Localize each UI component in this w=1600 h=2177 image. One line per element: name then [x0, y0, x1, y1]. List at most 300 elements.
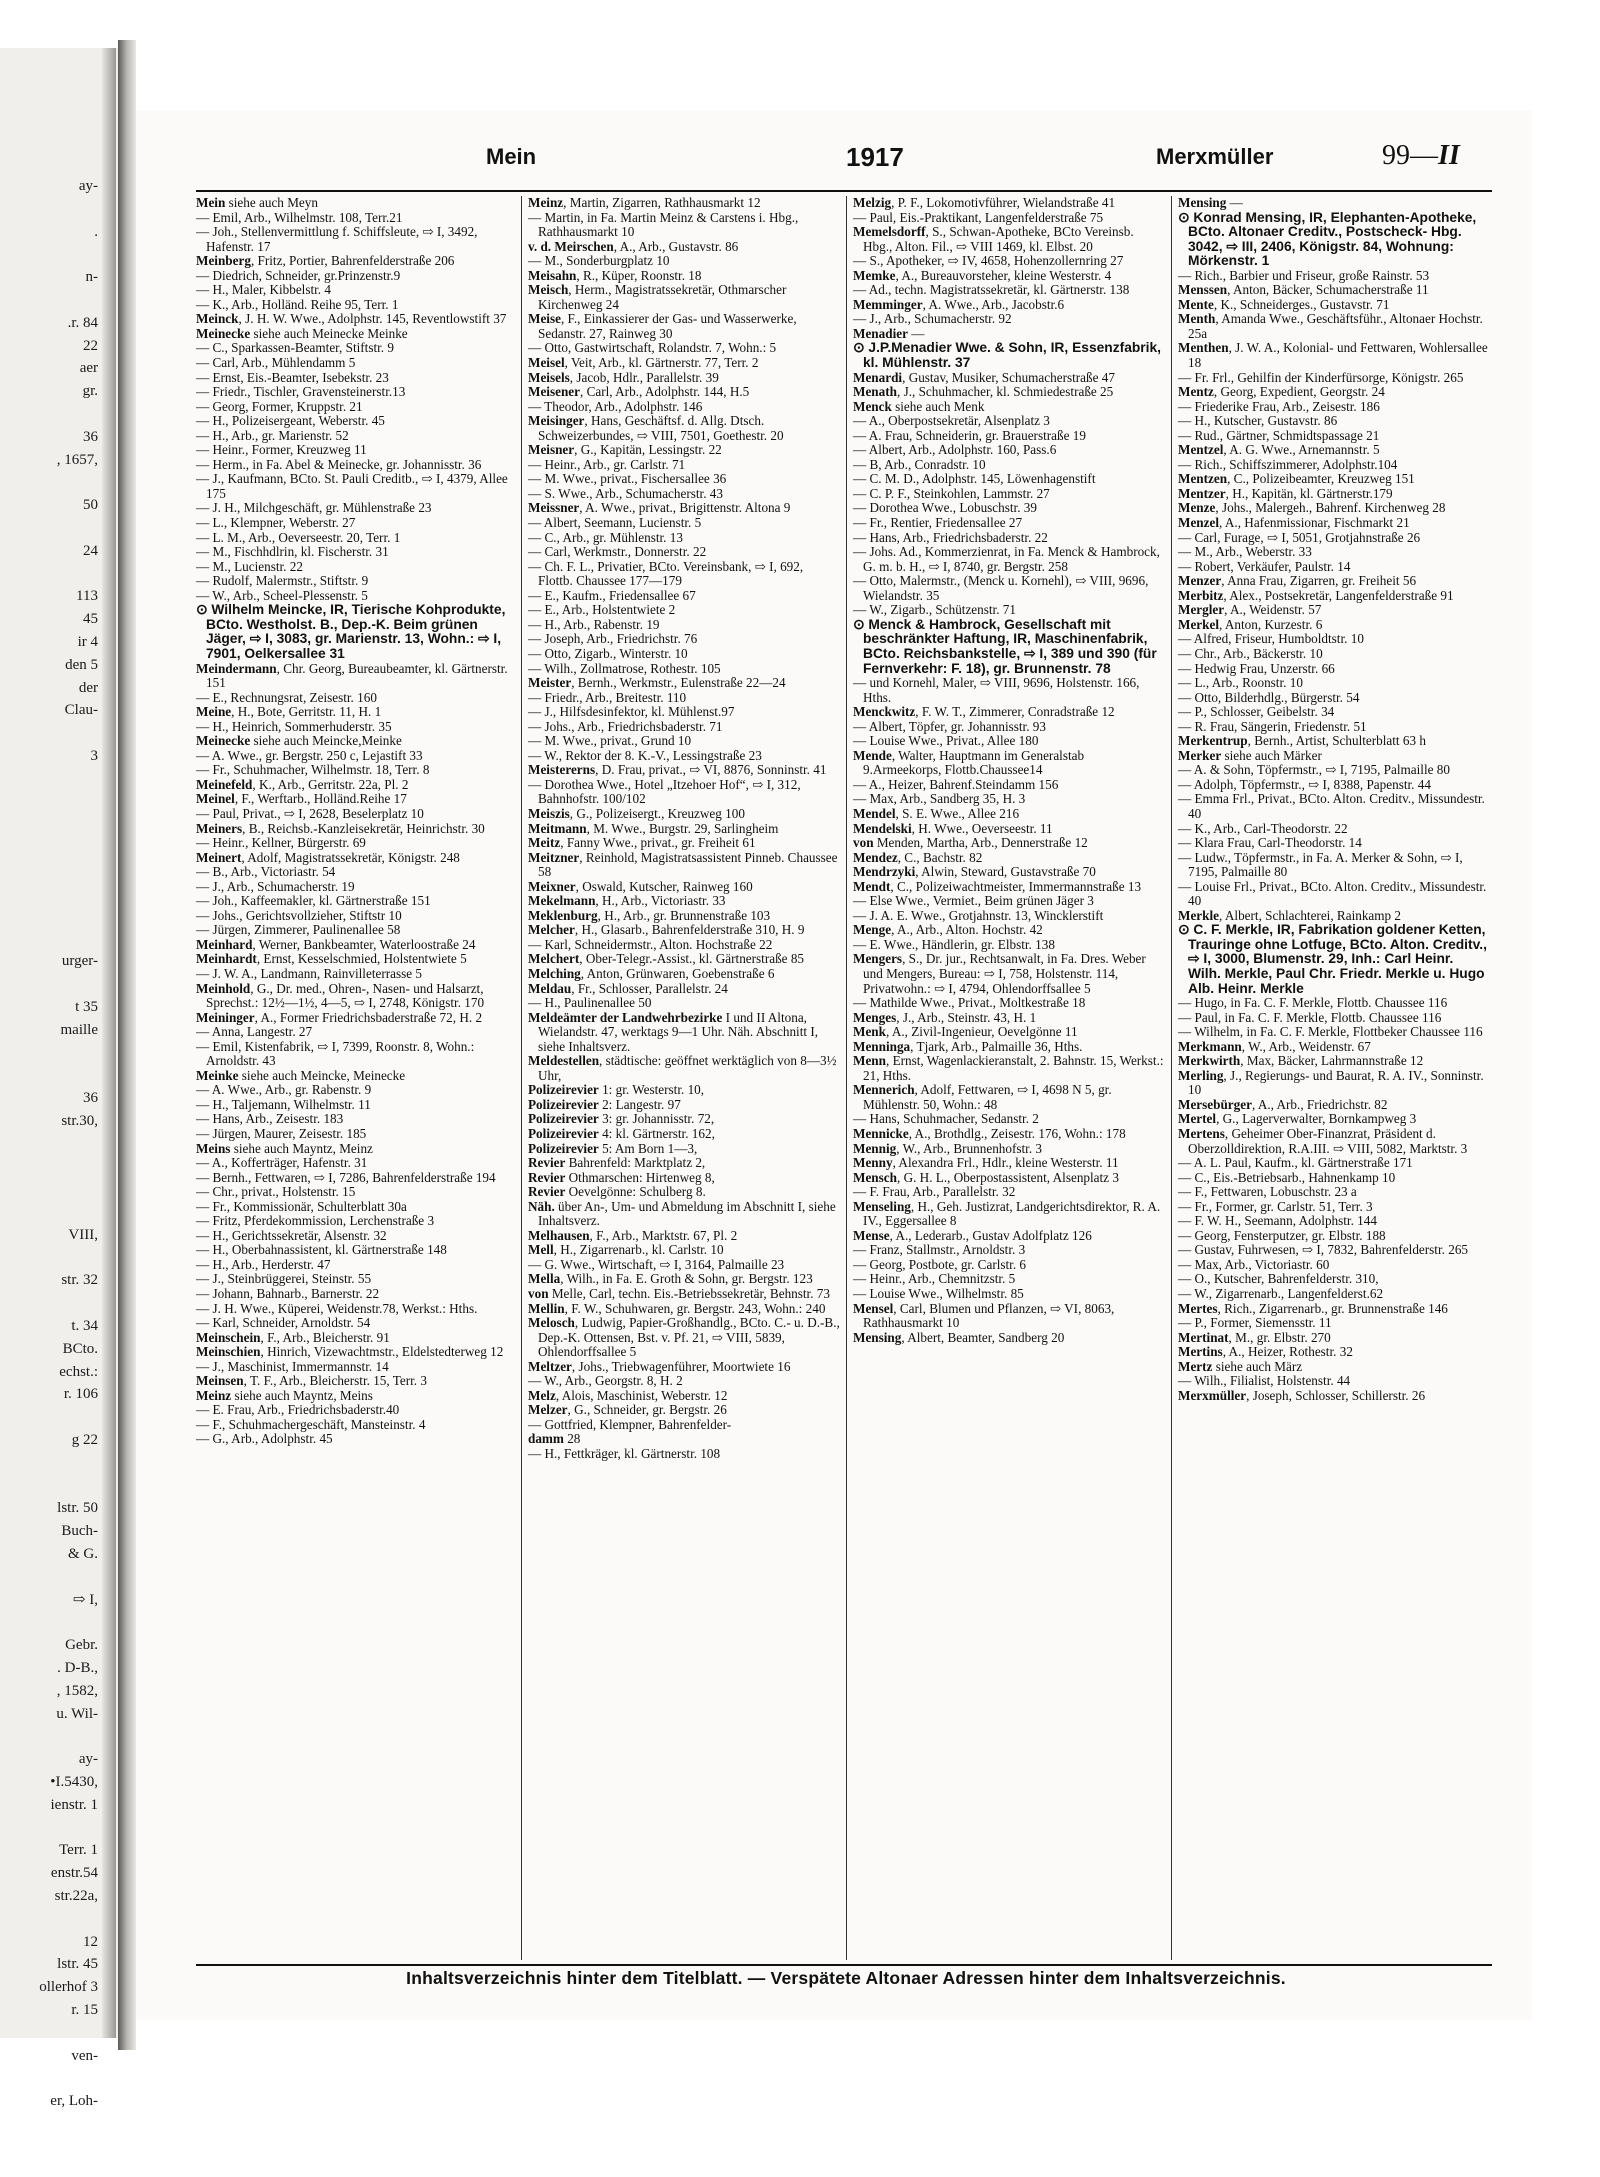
directory-entry: — H., Oberbahnassistent, kl. Gärtnerstraße 148: [196, 1242, 447, 1258]
directory-entry: Mertes, Rich., Zigarrenarb., gr. Brunnenstraße 146: [1178, 1300, 1448, 1316]
directory-entry: Merkmann, W., Arb., Weidenstr. 67: [1178, 1038, 1371, 1054]
directory-entry: — Gottfried, Klempner, Bahrenfelder-: [528, 1416, 732, 1432]
directory-entry: — M., Sonderburgplatz 10: [528, 253, 670, 269]
directory-entry: — H., Heinrich, Sommerhuderstr. 35: [196, 718, 392, 734]
directory-entry: Menk, A., Zivil-Ingenieur, Oevelgönne 11: [853, 1024, 1078, 1040]
directory-entry: — Martin, in Fa. Martin Meinz & Carstens i. Hbg., Rathhausmarkt 10: [528, 209, 799, 240]
directory-entry: Melcher, H., Glasarb., Bahrenfelderstraße 310, H. 9: [528, 922, 805, 938]
directory-entry: Meisner, G., Kapitän, Lessingstr. 22: [528, 442, 722, 458]
adjacent-page-fragment-line: enstr.54: [50, 1865, 98, 1882]
directory-entry: Menzer, Anna Frau, Zigarren, gr. Freiheit 56: [1178, 573, 1417, 589]
directory-entry: Meinz siehe auch Mayntz, Meins: [196, 1387, 373, 1403]
directory-entry: — M., Arb., Weberstr. 33: [1178, 544, 1312, 560]
directory-entry: Meinberg, Fritz, Portier, Bahrenfelderstraße 206: [196, 253, 455, 269]
directory-entry: Meinecke siehe auch Meincke,Meinke: [196, 733, 402, 749]
adjacent-page-fragment-line: BCto.: [62, 1340, 98, 1357]
directory-entry: Meinsen, T. F., Arb., Bleicherstr. 15, Terr. 3: [196, 1373, 427, 1389]
directory-entry: Menath, J., Schuhmacher, kl. Schmiedestraße 25: [853, 384, 1114, 400]
page-edge-shadow: [102, 48, 116, 2038]
directory-entry: — P., Former, Siemensstr. 11: [1178, 1315, 1332, 1331]
directory-entry: Merling, J., Regierungs- und Baurat, R. A. IV., Sonninstr. 10: [1178, 1067, 1484, 1098]
directory-entry: — A. L. Paul, Kaufm., kl. Gärtnerstraße 171: [1178, 1155, 1413, 1171]
directory-entry: Mennig, W., Arb., Brunnenhofstr. 3: [853, 1140, 1043, 1156]
directory-entry: — B., Arb., Victoriastr. 54: [196, 864, 336, 880]
directory-entry: Meldeämter der Landwehrbezirke I und II Altona, Wielandstr. 47, werktags 9—1 Uhr. Näh. Abschnitt I, siehe Inhaltsverz.: [528, 1009, 819, 1054]
directory-entry: ⊙ Wilhelm Meincke, IR, Tierische Kohprodukte, BCto. Westholst. B., Dep.-K. Beim grünen Jäger, ⇨ I, 3083, gr. Marienstr. 13, Wohn.: ⇨ I, 7901, Oelkersallee 31: [196, 602, 506, 661]
directory-entry: — Hedwig Frau, Unzerstr. 66: [1178, 660, 1335, 676]
directory-entry: — Jürgen, Zimmerer, Paulinenallee 58: [196, 922, 401, 938]
directory-entry: — Max, Arb., Victoriastr. 60: [1178, 1256, 1330, 1272]
directory-entry: — J., Kaufmann, BCto. St. Pauli Creditb., ⇨ I, 4379, Allee 175: [196, 471, 508, 501]
adjacent-page-fragment-line: 45: [83, 611, 98, 628]
directory-entry: — L., Arb., Roonstr. 10: [1178, 675, 1303, 691]
directory-entry: — Heinr., Arb., Chemnitzstr. 5: [853, 1271, 1016, 1287]
directory-entry: — A. Frau, Schneiderin, gr. Brauerstraße 19: [853, 427, 1086, 443]
directory-entry: — Bernh., Fettwaren, ⇨ I, 7286, Bahrenfelderstraße 194: [196, 1169, 496, 1185]
directory-entry: Mellin, F. W., Schuhwaren, gr. Bergstr. 243, Wohn.: 240: [528, 1300, 826, 1316]
directory-entry: Menn, Ernst, Wagenlackieranstalt, 2. Bahnstr. 15, Werkst.: 21, Hths.: [853, 1053, 1164, 1083]
directory-entry: Melching, Anton, Grünwaren, Goebenstraße 6: [528, 965, 775, 981]
directory-entry: — W., Zigarb., Schützenstr. 71: [853, 602, 1016, 618]
directory-entry: Melzer, G., Schneider, gr. Bergstr. 26: [528, 1402, 727, 1418]
directory-entry: Meinschein, F., Arb., Bleicherstr. 91: [196, 1329, 390, 1345]
directory-entry: — A., Heizer, Bahrenf.Steindamm 156: [853, 776, 1059, 792]
directory-entry: Memminger, A. Wwe., Arb., Jacobstr.6: [853, 296, 1065, 312]
adjacent-page-fragment-line: aer: [79, 360, 98, 377]
adjacent-page-fragment-line: echst.:: [59, 1363, 98, 1380]
directory-entry: — C. P. F., Steinkohlen, Lammstr. 27: [853, 485, 1050, 501]
directory-entry: Polizeirevier 1: gr. Westerstr. 10,: [528, 1082, 705, 1098]
header-first-entry: Mein: [486, 144, 537, 169]
directory-entry: — Fritz, Pferdekommission, Lerchenstraße 3: [196, 1213, 435, 1229]
directory-entry: — Diedrich, Schneider, gr.Prinzenstr.9: [196, 267, 401, 283]
directory-entry: Merkentrup, Bernh., Artist, Schulterblatt 63 h: [1178, 733, 1426, 749]
adjacent-page-fragment: [0, 48, 121, 2110]
directory-entry: Merkel, Anton, Kurzestr. 6: [1178, 616, 1323, 632]
directory-entry: — H., Maler, Kibbelstr. 4: [196, 282, 331, 298]
directory-entry: Polizeirevier 2: Langestr. 97: [528, 1096, 681, 1112]
directory-entry: — H., Paulinenallee 50: [528, 995, 652, 1011]
directory-entry: Mense, A., Lederarb., Gustav Adolfplatz 126: [853, 1227, 1092, 1243]
book-spine: [118, 40, 136, 2050]
directory-entry: — J., Maschinist, Immermannstr. 14: [196, 1358, 389, 1374]
directory-entry: — Mathilde Wwe., Privat., Moltkestraße 18: [853, 995, 1086, 1011]
directory-entry: Mersebürger, A., Arb., Friedrichstr. 82: [1178, 1096, 1388, 1112]
directory-entry: Menth, Amanda Wwe., Geschäftsführ., Altonaer Hochstr. 25a: [1178, 311, 1483, 341]
directory-entry: Mertel, G., Lagerverwalter, Bornkampweg 3: [1178, 1111, 1417, 1127]
adjacent-page-fragment-line: u. Wil-: [56, 1705, 98, 1722]
footer-note: Inhaltsverzeichnis hinter dem Titelblatt. — Verspätete Altonaer Adressen hinter dem Inhaltsverzeichnis.: [406, 1968, 1286, 1988]
column-3: [846, 196, 1171, 1960]
directory-entry: ⊙ C. F. Merkle, IR, Fabrikation goldener Ketten, Trauringe ohne Lotfuge, BCto. Alton. Creditv., ⇨ I, 3000, Blumenstr. 29, Inh.: Carl Heinr. Wilh. Merkle, Paul Chr. Friedr. Merkle u. Hugo Alb. Heinr. Merkle: [1178, 922, 1487, 996]
directory-entry: — C., Arb., gr. Mühlenstr. 13: [528, 529, 683, 545]
directory-entry: Mendt, C., Polizeiwachtmeister, Immermannstraße 13: [853, 878, 1142, 894]
directory-entry: — Fr. Frl., Gehilfin der Kinderfürsorge, Königstr. 265: [1178, 369, 1464, 385]
directory-entry: Mensel, Carl, Blumen und Pflanzen, ⇨ VI, 8063, Rathhausmarkt 10: [853, 1300, 1115, 1331]
directory-entry: — Otto, Malermstr., (Menck u. Kornehl), ⇨ VIII, 9696, Wielandstr. 35: [853, 573, 1149, 603]
directory-entry: — Wilh., Zollmatrose, Rothestr. 105: [528, 660, 721, 676]
directory-entry: — Joh., Kaffeemakler, kl. Gärtnerstraße 151: [196, 893, 431, 909]
directory-entry: — Friedr., Tischler, Gravensteinerstr.13: [196, 384, 406, 400]
directory-entry: Meinefeld, K., Arb., Gerritstr. 22a, Pl. 2: [196, 776, 409, 792]
directory-entry: — und Kornehl, Maler, ⇨ VIII, 9696, Holstenstr. 166, Hths.: [853, 675, 1140, 705]
directory-entry: Revier Bahrenfeld: Marktplatz 2,: [528, 1155, 706, 1171]
directory-entry: — Dorothea Wwe., Hotel „Itzehoer Hof“, ⇨ I, 312, Bahnhofstr. 100/102: [528, 776, 801, 807]
directory-entry: Mendez, C., Bachstr. 82: [853, 849, 983, 865]
adjacent-page-fragment-line: , 1657,: [56, 451, 98, 468]
directory-entry: Mennerich, Adolf, Fettwaren, ⇨ I, 4698 N 5, gr. Mühlenstr. 50, Wohn.: 48: [853, 1082, 1112, 1112]
directory-entry: Mentzen, C., Polizeibeamter, Kreuzweg 151: [1178, 471, 1415, 487]
directory-entry: — J. W. A., Landmann, Rainvilleterrasse 5: [196, 965, 422, 981]
directory-entry: — Hugo, in Fa. C. F. Merkle, Flottb. Chaussee 116: [1178, 995, 1448, 1011]
adjacent-page-fragment-line: . D-B.,: [57, 1660, 98, 1676]
directory-entry: — Johann, Bahnarb., Barnerstr. 22: [196, 1286, 380, 1302]
directory-entry: — F. Frau, Arb., Parallelstr. 32: [853, 1184, 1016, 1200]
directory-columns: [196, 196, 1496, 1960]
directory-entry: Melzig, P. F., Lokomotivführer, Wielandstraße 41: [853, 195, 1116, 210]
directory-entry: — Otto, Bilderhdlg., Bürgerstr. 54: [1178, 689, 1360, 705]
directory-entry: — Franz, Stallmstr., Arnoldstr. 3: [853, 1242, 1026, 1258]
directory-entry: Menninga, Tjark, Arb., Palmaille 36, Hths.: [853, 1038, 1083, 1054]
directory-entry: Meisch, Herm., Magistratssekretär, Othmarscher Kirchenweg 24: [528, 282, 787, 312]
directory-entry: Menckwitz, F. W. T., Zimmerer, Conradstraße 12: [853, 704, 1115, 720]
directory-entry: — F., Schuhmachergeschäft, Mansteinstr. 4: [196, 1416, 426, 1432]
adjacent-page-fragment-line: ven-: [71, 2047, 98, 2064]
directory-entry: — E., Arb., Holstentwiete 2: [528, 602, 676, 618]
directory-entry: — A. Wwe., gr. Bergstr. 250 c, Lejastift 33: [196, 747, 423, 763]
adjacent-page-fragment-line: ienstr. 1: [50, 1796, 98, 1813]
directory-entry: Meklenburg, H., Arb., gr. Brunnenstraße 103: [528, 907, 771, 923]
directory-entry: Meinschien, Hinrich, Vizewachtmstr., Eldelstedterweg 12: [196, 1344, 504, 1360]
directory-entry: — J. H. Wwe., Küperei, Weidenstr.78, Werkst.: Hths.: [196, 1300, 478, 1316]
directory-entry: Meinz, Martin, Zigarren, Rathhausmarkt 12: [528, 195, 761, 210]
directory-entry: Merkwirth, Max, Bäcker, Lahrmannstraße 12: [1178, 1053, 1424, 1069]
directory-entry: Meine, H., Bote, Gerritstr. 11, H. 1: [196, 704, 382, 720]
directory-entry: — G. Wwe., Wirtschaft, ⇨ I, 3164, Palmaille 23: [528, 1256, 785, 1272]
adjacent-page-fragment-line: str.22a,: [54, 1888, 98, 1904]
directory-entry: Menze, Johs., Malergeh., Bahrenf. Kirchenweg 28: [1178, 500, 1446, 516]
directory-entry: — E., Rechnungsrat, Zeisestr. 160: [196, 689, 377, 705]
directory-entry: Mendrzyki, Alwin, Steward, Gustavstraße 70: [853, 864, 1096, 880]
directory-entry: Menthen, J. W. A., Kolonial- und Fettwaren, Wohlersallee 18: [1178, 340, 1488, 371]
directory-entry: — H., Kutscher, Gustavstr. 86: [1178, 413, 1338, 429]
adjacent-page-fragment-line: g 22: [71, 1432, 98, 1448]
directory-entry: — Anna, Langestr. 27: [196, 1024, 313, 1040]
directory-entry: Polizeirevier 4: kl. Gärtnerstr. 162,: [528, 1126, 715, 1141]
directory-entry: — Robert, Verkäufer, Paulstr. 14: [1178, 558, 1351, 574]
adjacent-page-fragment-line: r. 106: [63, 1386, 98, 1403]
directory-entry: Menssen, Anton, Bäcker, Schumacherstraße 11: [1178, 282, 1429, 298]
directory-entry: — Carl, Arb., Mühlendamm 5: [196, 355, 356, 371]
directory-entry: — Albert, Seemann, Lucienstr. 5: [528, 515, 702, 531]
footer-rule: [196, 1964, 1492, 1966]
directory-entry: — Joseph, Arb., Friedrichstr. 76: [528, 631, 698, 647]
directory-entry: Meindermann, Chr. Georg, Bureaubeamter, kl. Gärtnerstr. 151: [196, 660, 508, 691]
directory-entry: Meise, F., Einkassierer der Gas- und Wasserwerke, Sedanstr. 27, Rainweg 30: [528, 311, 797, 341]
directory-entry: — G., Arb., Adolphstr. 45: [196, 1431, 333, 1447]
directory-entry: Polizeirevier 5: Am Born 1—3,: [528, 1140, 698, 1156]
directory-entry: Menseling, H., Geh. Justizrat, Landgerichtsdirektor, R. A. IV., Eggersallee 8: [853, 1198, 1161, 1229]
directory-entry: Merker siehe auch Märker: [1178, 747, 1322, 763]
directory-entry: — Ludw., Töpfermstr., in Fa. A. Merker & Sohn, ⇨ I, 7195, Palmaille 80: [1178, 849, 1463, 880]
directory-entry: — Joh., Stellenvermittlung f. Schiffsleute, ⇨ I, 3492, Hafenstr. 17: [196, 224, 478, 254]
directory-entry: Merkle, Albert, Schlachterei, Rainkamp 2: [1178, 907, 1402, 923]
adjacent-page-fragment-line: 50: [83, 497, 98, 514]
directory-entry: Mensing —: [1178, 195, 1243, 210]
directory-entry: Menardi, Gustav, Musiker, Schumacherstraße 47: [853, 369, 1115, 385]
adjacent-page-fragment-line: Clau-: [64, 702, 98, 719]
directory-entry: Merxmüller, Joseph, Schlosser, Schillerstr. 26: [1178, 1387, 1426, 1403]
directory-entry: Mengers, S., Dr. jur., Rechtsanwalt, in Fa. Dres. Weber und Mengers, Bureau: ⇨ I, 758, Holstenstr. 114, Privatwohn.: ⇨ I, 4794, Ohlendorffsallee 5: [853, 951, 1146, 996]
section-number: II: [1438, 140, 1460, 171]
directory-entry: Menck siehe auch Menk: [853, 398, 985, 414]
directory-entry: — J., Hilfsdesinfektor, kl. Mühlenst.97: [528, 704, 735, 720]
directory-entry: — Georg, Former, Kruppstr. 21: [196, 398, 363, 414]
directory-entry: — J., Arb., Schumacherstr. 19: [196, 878, 355, 894]
directory-entry: Meiners, B., Reichsb.-Kanzleisekretär, Heinrichstr. 30: [196, 820, 485, 836]
directory-entry: — H., Fettkräger, kl. Gärtnerstr. 108: [528, 1446, 721, 1462]
directory-entry: Mente, K., Schneiderges., Gustavstr. 71: [1178, 296, 1390, 312]
directory-entry: Meinel, F., Werftarb., Holländ.Reihe 17: [196, 791, 407, 807]
directory-entry: — W., Rektor der 8. K.-V., Lessingstraße 23: [528, 747, 762, 763]
adjacent-page-fragment-line: 12: [83, 1933, 98, 1950]
directory-entry: — Georg, Postbote, gr. Carlstr. 6: [853, 1256, 1027, 1272]
directory-entry: — Emil, Kistenfabrik, ⇨ I, 7399, Roonstr. 8, Wohn.: Arnoldstr. 43: [196, 1038, 475, 1069]
directory-entry: — Hans, Schuhmacher, Sedanstr. 2: [853, 1111, 1039, 1127]
column-4: [1171, 196, 1496, 1960]
directory-entry: Mensch, G. H. L., Oberpostassistent, Alsenplatz 3: [853, 1169, 1119, 1185]
directory-entry: — Rich., Schiffszimmerer, Adolphstr.104: [1178, 456, 1398, 472]
adjacent-page-fragment-line: str.30,: [61, 1112, 98, 1129]
directory-entry: Revier Othmarschen: Hirtenweg 8,: [528, 1169, 715, 1185]
directory-entry: — Adolph, Töpfermstr., ⇨ I, 8388, Papenstr. 44: [1178, 776, 1431, 792]
directory-entry: Revier Oevelgönne: Schulberg 8.: [528, 1184, 706, 1200]
directory-entry: — K., Arb., Holländ. Reihe 95, Terr. 1: [196, 296, 399, 312]
directory-entry: — Georg, Fensterputzer, gr. Elbstr. 188: [1178, 1227, 1386, 1243]
directory-entry: — J., Arb., Schumacherstr. 92: [853, 311, 1012, 327]
directory-entry: Meixner, Oswald, Kutscher, Rainweg 160: [528, 878, 753, 894]
adjacent-page-fragment-line: str. 32: [61, 1272, 98, 1289]
directory-entry: — Chr., Arb., Bäckerstr. 10: [1178, 645, 1323, 661]
directory-entry: Mendelski, H. Wwe., Oeverseestr. 11: [853, 820, 1053, 836]
directory-entry: — Wilhelm, in Fa. C. F. Merkle, Flottbeker Chaussee 116: [1178, 1024, 1483, 1040]
directory-entry: Meisener, Carl, Arb., Adolphstr. 144, H.5: [528, 384, 750, 400]
directory-entry: ⊙ Konrad Mensing, IR, Elephanten-Apotheke, BCto. Altonaer Creditv., Postscheck- Hbg. 3042, ⇨ III, 2406, Königstr. 84, Wohnung: Mörkenstr. 1: [1178, 209, 1477, 269]
directory-entry: Mekelmann, H., Arb., Victoriastr. 33: [528, 893, 726, 909]
directory-entry: — Theodor, Arb., Adolphstr. 146: [528, 398, 703, 414]
adjacent-page-fragment-line: 36: [83, 1090, 98, 1106]
directory-entry: — Fr., Kommissionär, Schulterblatt 30a: [196, 1198, 407, 1214]
directory-entry: Näh. über An-, Um- und Abmeldung im Abschnitt I, siehe Inhaltsverz.: [528, 1198, 836, 1229]
directory-entry: ⊙ J.P.Menadier Wwe. & Sohn, IR, Essenzfabrik, kl. Mühlenstr. 37: [853, 340, 1162, 371]
directory-entry: Meldestellen, städtische: geöffnet werktäglich von 8—3½ Uhr,: [528, 1053, 837, 1083]
adjacent-page-fragment-line: VIII,: [68, 1226, 98, 1243]
directory-entry: — C., Eis.-Betriebsarb., Hahnenkamp 10: [1178, 1169, 1396, 1185]
directory-entry: — J. H., Milchgeschäft, gr. Mühlenstraße 23: [196, 500, 432, 516]
directory-entry: — M., Lucienstr. 22: [196, 558, 303, 574]
adjacent-page-fragment-line: t 35: [75, 998, 98, 1015]
directory-entry: Mella, Wilh., in Fa. E. Groth & Sohn, gr. Bergstr. 123: [528, 1271, 813, 1287]
directory-entry: Meldau, Fr., Schlosser, Parallelstr. 24: [528, 980, 728, 996]
directory-entry: — Herm., in Fa. Abel & Meinecke, gr. Johannisstr. 36: [196, 456, 482, 472]
directory-entry: — B, Arb., Conradstr. 10: [853, 456, 986, 472]
directory-entry: — Fr., Rentier, Friedensallee 27: [853, 515, 1023, 531]
directory-entry: Meinecke siehe auch Meinecke Meinke: [196, 325, 408, 341]
adjacent-page-fragment-line: t. 34: [71, 1318, 98, 1334]
directory-entry: — Heinr., Former, Kreuzweg 11: [196, 442, 367, 458]
adjacent-page-fragment-line: ir 4: [77, 634, 98, 650]
adjacent-page-fragment-line: •I.5430,: [50, 1774, 98, 1790]
directory-entry: Melz, Alois, Maschinist, Weberstr. 12: [528, 1387, 728, 1403]
adjacent-page-fragment-line: gr.: [82, 383, 98, 400]
directory-entry: — Heinr., Arb., gr. Carlstr. 71: [528, 456, 686, 472]
directory-entry: Mertz siehe auch März: [1178, 1358, 1303, 1374]
directory-entry: Mertins, A., Heizer, Rothestr. 32: [1178, 1344, 1353, 1360]
column-2: [521, 196, 846, 1960]
directory-entry: — Dorothea Wwe., Lobuschstr. 39: [853, 500, 1037, 516]
directory-entry: — Johs., Gerichtsvollzieher, Stiftstr 10: [196, 907, 402, 923]
directory-entry: — R. Frau, Sängerin, Friedenstr. 51: [1178, 718, 1367, 734]
directory-entry: Melchert, Ober-Telegr.-Assist., kl. Gärtnerstraße 85: [528, 951, 805, 967]
directory-entry: — Ad., techn. Magistratssekretär, kl. Gärtnerstr. 138: [853, 282, 1130, 298]
directory-entry: Meisels, Jacob, Hdlr., Parallelstr. 39: [528, 369, 719, 385]
directory-entry: Meltzer, Johs., Triebwagenführer, Moortwiete 16: [528, 1358, 791, 1374]
directory-entry: Mentz, Georg, Expedient, Georgstr. 24: [1178, 384, 1385, 400]
directory-entry: — H., Gerichtssekretär, Alsenstr. 32: [196, 1227, 387, 1243]
directory-entry: — Else Wwe., Vermiet., Beim grünen Jäger 3: [853, 893, 1094, 909]
directory-entry: — P., Schlosser, Geibelstr. 34: [1178, 704, 1335, 720]
directory-entry: — Johs. Ad., Kommerzienrat, in Fa. Menck & Hambrock, G. m. b. H., ⇨ I, 8740, gr. Bergstr. 258: [853, 544, 1160, 574]
directory-entry: damm 28: [528, 1431, 581, 1447]
directory-entry: Meinhard, Werner, Bankbeamter, Waterloostraße 24: [196, 936, 476, 952]
adjacent-page-fragment-line: ⇨ I,: [72, 1591, 98, 1608]
header-rule: [196, 190, 1492, 192]
directory-entry: Mensing, Albert, Beamter, Sandberg 20: [853, 1329, 1065, 1345]
directory-entry: — Albert, Töpfer, gr. Johannisstr. 93: [853, 718, 1046, 734]
adjacent-page-fragment-line: ollerhof 3: [39, 1979, 98, 1996]
directory-entry: Mennicke, A., Brothdlg., Zeisestr. 176, Wohn.: 178: [853, 1126, 1126, 1141]
directory-entry: — A. Wwe., Arb., gr. Rabenstr. 9: [196, 1082, 372, 1098]
directory-entry: — Gustav, Fuhrwesen, ⇨ I, 7832, Bahrenfelderstr. 265: [1178, 1242, 1469, 1258]
directory-entry: — W., Arb., Georgstr. 8, H. 2: [528, 1373, 683, 1389]
directory-entry: — Heinr., Kellner, Bürgerstr. 69: [196, 835, 366, 851]
directory-entry: — Chr., privat., Holstenstr. 15: [196, 1184, 356, 1200]
directory-entry: Mentzel, A. G. Wwe., Arnemannstr. 5: [1178, 442, 1380, 458]
directory-entry: Mende, Walter, Hauptmann im Generalstab 9.Armeekorps, Flottb.Chaussee14: [853, 747, 1085, 778]
header-last-entry: Merxmüller: [1156, 144, 1274, 169]
adjacent-page-fragment-line: n-: [85, 269, 98, 286]
directory-entry: — Hans, Arb., Zeisestr. 183: [196, 1111, 344, 1127]
adjacent-page-fragment-line: , 1582,: [56, 1682, 98, 1699]
directory-entry: — S., Apotheker, ⇨ IV, 4658, Hohenzollernring 27: [853, 253, 1124, 269]
directory-entry: — Ernst, Eis.-Beamter, Isebekstr. 23: [196, 369, 389, 385]
directory-entry: Meiszis, G., Polizeisergt., Kreuzweg 100: [528, 805, 745, 821]
directory-entry: Meissner, A. Wwe., privat., Brigittenstr. Altona 9: [528, 500, 791, 516]
directory-entry: — H., Arb., gr. Marienstr. 52: [196, 427, 349, 443]
directory-entry: — K., Arb., Carl-Theodorstr. 22: [1178, 820, 1348, 836]
directory-entry: — Max, Arb., Sandberg 35, H. 3: [853, 791, 1026, 807]
directory-entry: — L. M., Arb., Oeverseestr. 20, Terr. 1: [196, 529, 401, 545]
adjacent-page-fragment-line: 22: [83, 337, 98, 354]
directory-entry: Polizeirevier 3: gr. Johannisstr. 72,: [528, 1111, 715, 1127]
adjacent-page-fragment-line: 113: [76, 588, 98, 605]
adjacent-page-fragment-line: Gebr.: [65, 1637, 98, 1654]
directory-entry: — E. Frau, Arb., Friedrichsbaderstr.40: [196, 1402, 400, 1418]
directory-entry: — Carl, Furage, ⇨ I, 5051, Grotjahnstraße 26: [1178, 529, 1421, 545]
directory-entry: Melhausen, F., Arb., Marktstr. 67, Pl. 2: [528, 1227, 738, 1243]
directory-entry: — E. Wwe., Händlerin, gr. Elbstr. 138: [853, 936, 1055, 952]
adjacent-page-fragment-line: er, Loh-: [50, 2093, 98, 2110]
directory-entry: Meinke siehe auch Meincke, Meinecke: [196, 1067, 406, 1083]
adjacent-page-fragment-line: ay-: [78, 1751, 98, 1768]
directory-entry: — Rudolf, Malermstr., Stiftstr. 9: [196, 573, 369, 589]
adjacent-page-fragment-line: lstr. 45: [57, 1956, 98, 1973]
directory-entry: — Rud., Gärtner, Schmidtspassage 21: [1178, 427, 1380, 443]
directory-entry: — Rich., Barbier und Friseur, große Rainstr. 53: [1178, 267, 1430, 283]
page-number: 99—II: [1382, 140, 1460, 171]
directory-entry: Menges, J., Arb., Steinstr. 43, H. 1: [853, 1009, 1037, 1025]
directory-entry: Meinhold, G., Dr. med., Ohren-, Nasen- und Halsarzt, Sprechst.: 12½—1½, 4—5, ⇨ I, 2748, Königstr. 170: [196, 980, 485, 1011]
adjacent-page-fragment-line: ay-: [78, 178, 98, 194]
directory-entry: v. d. Meirschen, A., Arb., Gustavstr. 86: [528, 238, 739, 254]
directory-entry: — H., Taljemann, Wilhelmstr. 11: [196, 1096, 371, 1112]
directory-entry: Meinhardt, Ernst, Kesselschmied, Holstentwiete 5: [196, 951, 467, 967]
adjacent-page-fragment-line: lstr. 50: [57, 1500, 98, 1517]
adjacent-page-fragment-line: & G.: [68, 1546, 98, 1562]
directory-entry: — C. M. D., Adolphstr. 145, Löwenhagenstift: [853, 471, 1096, 487]
directory-entry: — Ch. F. L., Privatier, BCto. Vereinsbank, ⇨ I, 692, Flottb. Chaussee 177—179: [528, 558, 804, 589]
adjacent-page-fragment-line: 36: [83, 428, 98, 445]
adjacent-page-fragment-line: urger-: [61, 953, 98, 970]
adjacent-page-fragment-line: der: [78, 679, 98, 696]
directory-entry: — Paul, in Fa. C. F. Merkle, Flottb. Chaussee 116: [1178, 1009, 1442, 1025]
directory-entry: — W., Zigarrenarb., Langenfelderst.62: [1178, 1286, 1384, 1302]
directory-page: [136, 110, 1532, 2020]
directory-entry: Meinck, J. H. W. Wwe., Adolphstr. 145, Reventlowstift 37: [196, 311, 507, 327]
directory-entry: Meitzner, Reinhold, Magistratsassistent Pinneb. Chaussee 58: [528, 849, 838, 880]
adjacent-page-fragment-line: Terr. 1: [59, 1842, 98, 1859]
directory-entry: — F., Fettwaren, Lobuschstr. 23 a: [1178, 1184, 1357, 1200]
adjacent-page-fragment-line: Buch-: [61, 1523, 98, 1540]
directory-entry: Meister, Bernh., Werkmstr., Eulenstraße 22—24: [528, 675, 786, 691]
directory-entry: Menge, A., Arb., Alton. Hochstr. 42: [853, 922, 1043, 938]
directory-entry: Meitmann, M. Wwe., Burgstr. 29, Sarlingheim: [528, 820, 779, 836]
directory-entry: Mertens, Geheimer Ober-Finanzrat, Präsident d. Oberzolldirektion, R.A.III. ⇨ VIII, 5082, Marktstr. 3: [1178, 1126, 1468, 1156]
directory-entry: — O., Kutscher, Bahrenfelderstr. 310,: [1178, 1271, 1379, 1287]
directory-entry: — Carl, Werkmstr., Donnerstr. 22: [528, 544, 707, 560]
page-header: [156, 140, 1492, 180]
directory-entry: — Emma Frl., Privat., BCto. Alton. Creditv., Missundestr. 40: [1178, 791, 1485, 821]
directory-entry: — H., Arb., Herderstr. 47: [196, 1256, 331, 1272]
directory-entry: Menadier —: [853, 325, 925, 341]
directory-entry: — Alfred, Friseur, Humboldtstr. 10: [1178, 631, 1364, 647]
directory-entry: von Melle, Carl, techn. Eis.-Betriebssekretär, Behnstr. 73: [528, 1286, 830, 1302]
directory-entry: — C., Sparkassen-Beamter, Stiftstr. 9: [196, 340, 394, 356]
directory-entry: — F. W. H., Seemann, Adolphstr. 144: [1178, 1213, 1377, 1229]
directory-entry: Mell, H., Zigarrenarb., kl. Carlstr. 10: [528, 1242, 724, 1258]
directory-entry: Meitz, Fanny Wwe., privat., gr. Freiheit 61: [528, 835, 756, 851]
directory-entry: — H., Arb., Rabenstr. 19: [528, 616, 660, 632]
directory-entry: Mendel, S. E. Wwe., Allee 216: [853, 805, 1020, 821]
directory-entry: — A., Kofferträger, Hafenstr. 31: [196, 1155, 368, 1171]
directory-entry: — S. Wwe., Arb., Schumacherstr. 43: [528, 485, 723, 501]
directory-entry: Mein siehe auch Meyn: [196, 195, 318, 210]
adjacent-page-fragment-line: r. 15: [71, 2002, 98, 2018]
directory-entry: — Paul, Privat., ⇨ I, 2628, Beselerplatz 10: [196, 805, 424, 821]
directory-entry: Meisel, Veit, Arb., kl. Gärtnerstr. 77, Terr. 2: [528, 355, 759, 371]
directory-entry: — Louise Frl., Privat., BCto. Alton. Creditv., Missundestr. 40: [1178, 878, 1487, 909]
directory-entry: Meisahn, R., Küper, Roonstr. 18: [528, 267, 702, 283]
